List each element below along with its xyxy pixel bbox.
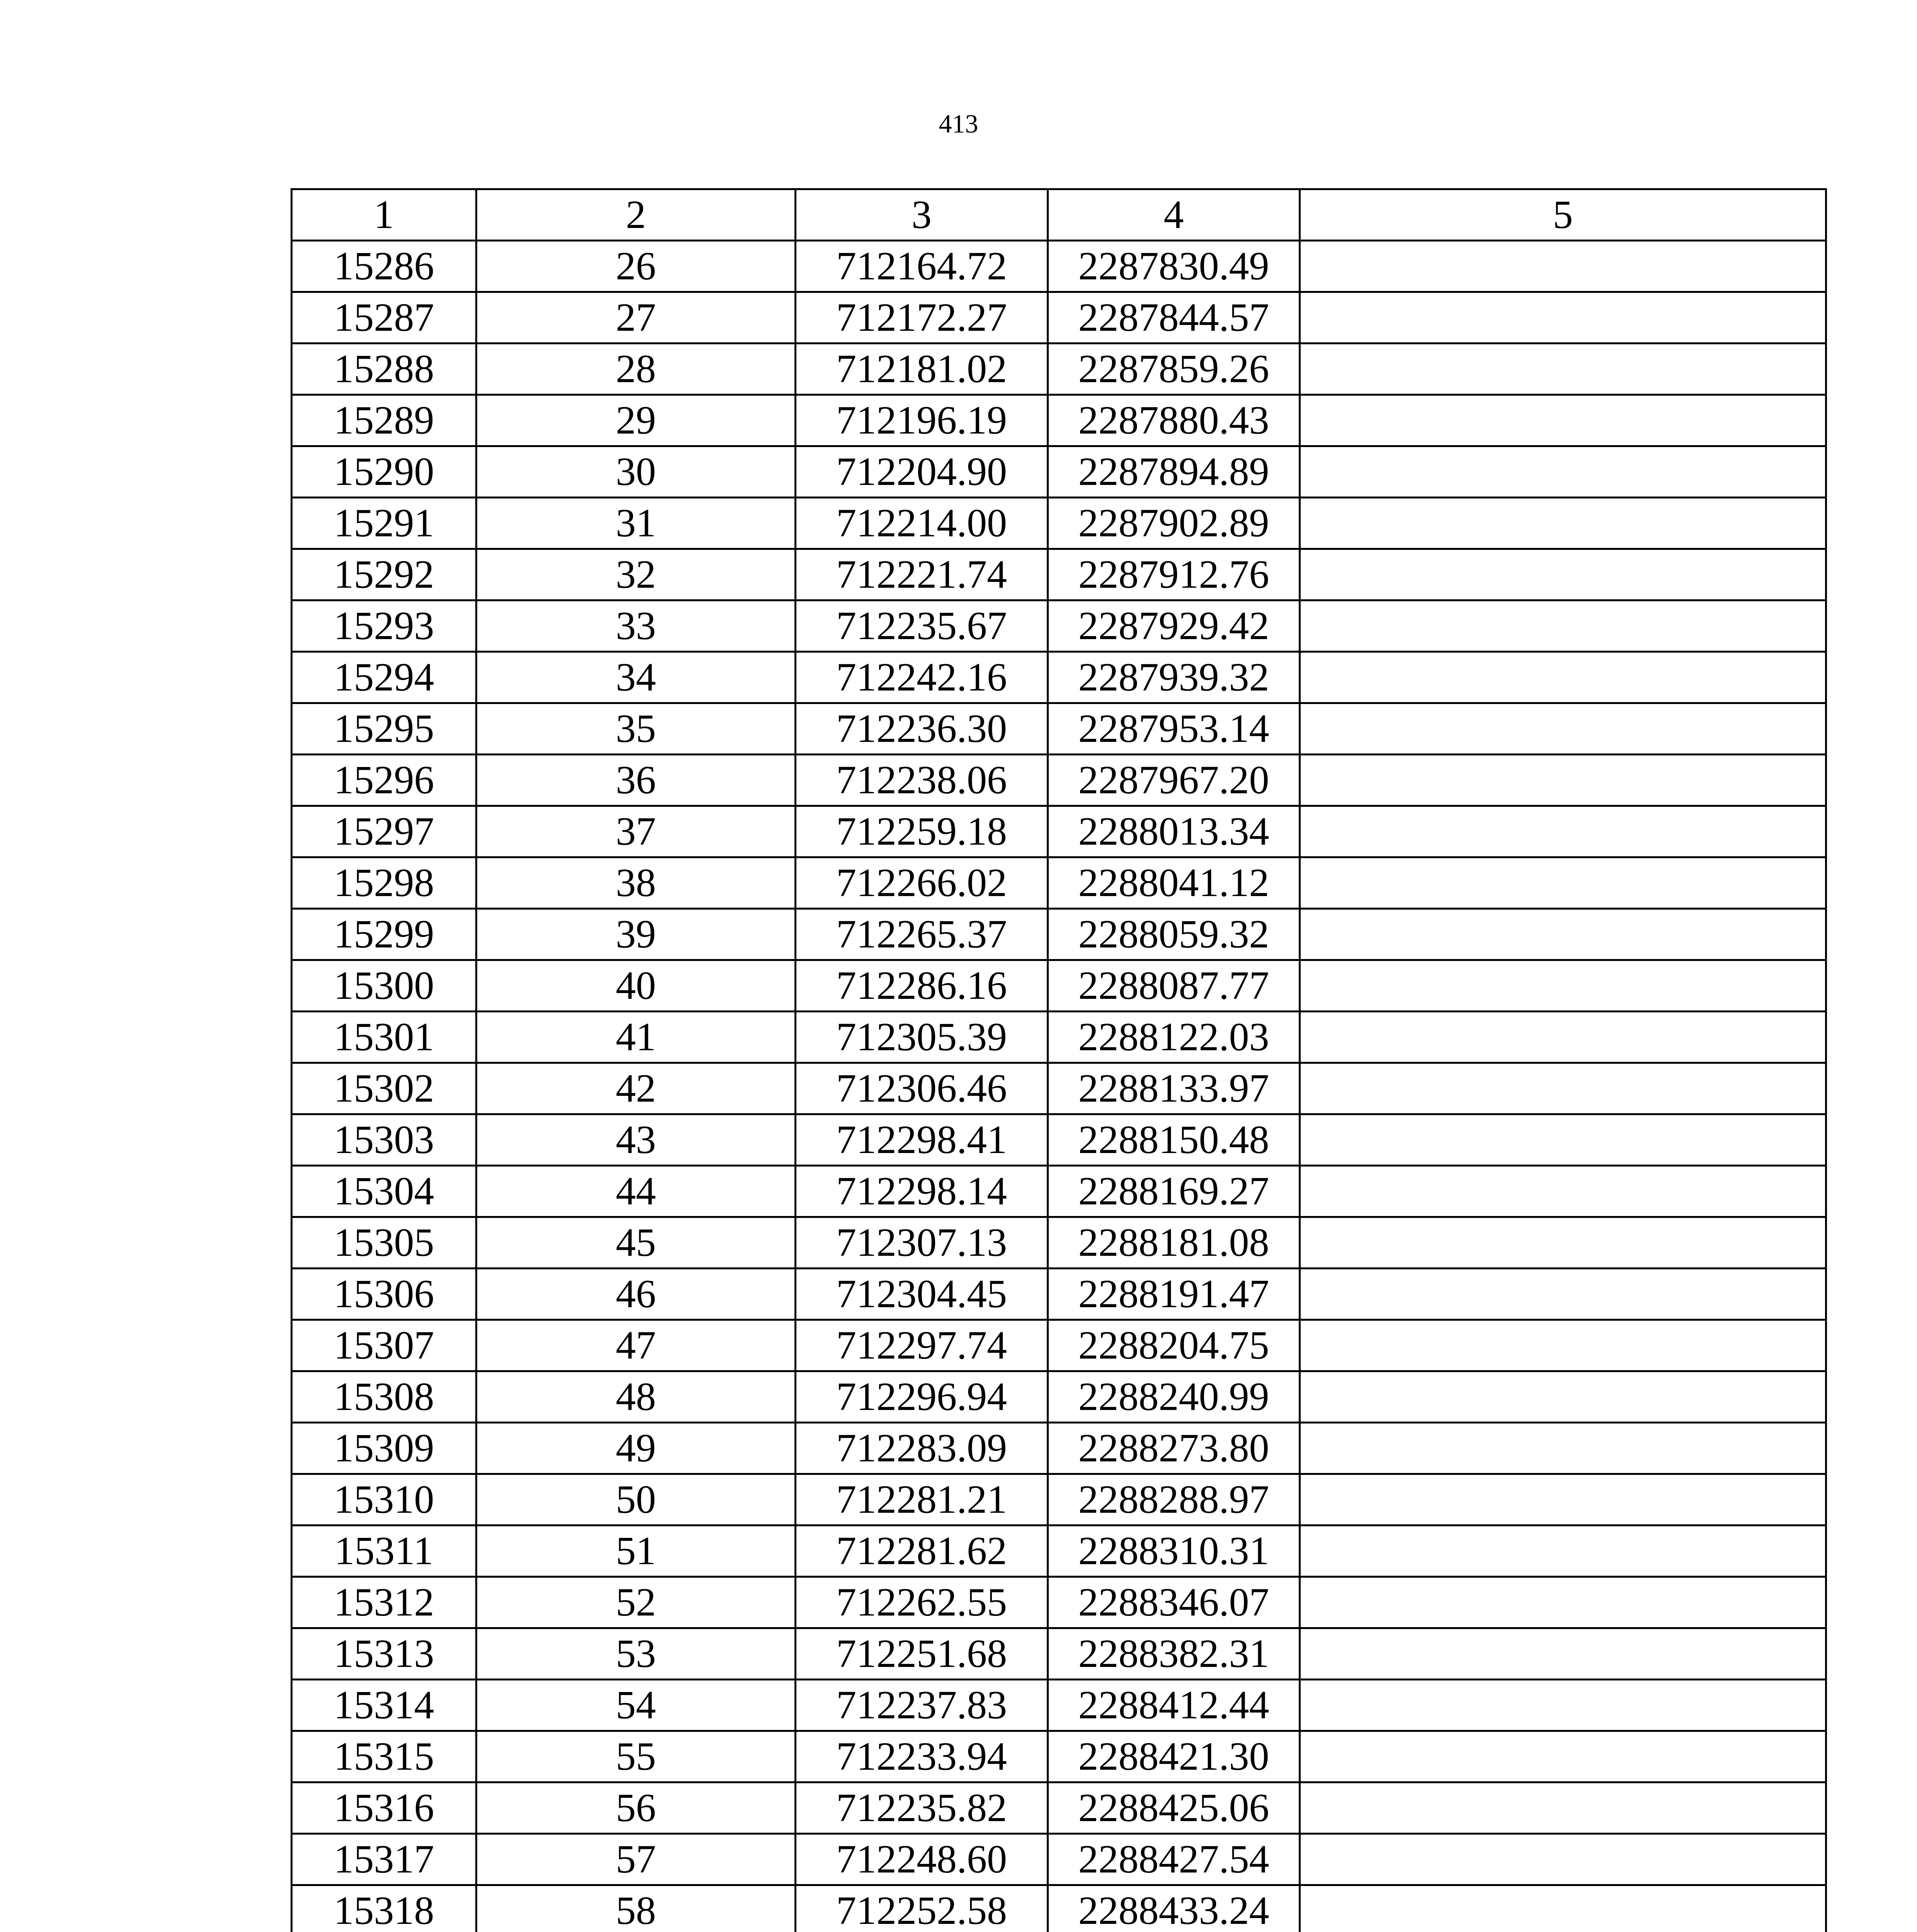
point-number-cell: 55: [476, 1731, 796, 1782]
note-cell: [1300, 1217, 1826, 1269]
note-cell: [1300, 1628, 1826, 1680]
column-header-3: 3: [796, 189, 1048, 241]
note-cell: [1300, 446, 1826, 498]
note-cell: [1300, 1114, 1826, 1166]
point-number-cell: 39: [476, 909, 796, 960]
y-coordinate-cell: 2287967.20: [1048, 755, 1300, 806]
point-number-cell: 36: [476, 755, 796, 806]
x-coordinate-cell: 712296.94: [796, 1371, 1048, 1423]
table-row: [292, 292, 1826, 344]
point-number-cell: 47: [476, 1320, 796, 1371]
y-coordinate-cell: 2288433.24: [1048, 1885, 1300, 1932]
x-coordinate-cell: 712306.46: [796, 1063, 1048, 1114]
note-cell: [1300, 806, 1826, 857]
note-cell: [1300, 344, 1826, 395]
note-cell: [1300, 1782, 1826, 1834]
note-cell: [1300, 600, 1826, 652]
x-coordinate-cell: 712242.16: [796, 652, 1048, 703]
note-cell: [1300, 755, 1826, 806]
column-header-5: 5: [1300, 189, 1826, 241]
point-id-cell: 15293: [292, 600, 476, 652]
point-number-cell: 33: [476, 600, 796, 652]
x-coordinate-cell: 712235.67: [796, 600, 1048, 652]
table-row: [292, 1166, 1826, 1217]
point-number-cell: 51: [476, 1526, 796, 1577]
x-coordinate-cell: 712259.18: [796, 806, 1048, 857]
x-coordinate-cell: 712307.13: [796, 1217, 1048, 1269]
y-coordinate-cell: 2287939.32: [1048, 652, 1300, 703]
x-coordinate-cell: 712251.68: [796, 1628, 1048, 1680]
y-coordinate-cell: 2287830.49: [1048, 241, 1300, 292]
x-coordinate-cell: 712221.74: [796, 549, 1048, 600]
y-coordinate-cell: 2288412.44: [1048, 1680, 1300, 1731]
table-row: [292, 806, 1826, 857]
point-id-cell: 15316: [292, 1782, 476, 1834]
point-number-cell: 38: [476, 857, 796, 909]
x-coordinate-cell: 712297.74: [796, 1320, 1048, 1371]
point-number-cell: 56: [476, 1782, 796, 1834]
table-row: [292, 1885, 1826, 1932]
point-id-cell: 15295: [292, 703, 476, 755]
y-coordinate-cell: 2288204.75: [1048, 1320, 1300, 1371]
point-id-cell: 15299: [292, 909, 476, 960]
note-cell: [1300, 1577, 1826, 1628]
point-number-cell: 54: [476, 1680, 796, 1731]
x-coordinate-cell: 712235.82: [796, 1782, 1048, 1834]
point-number-cell: 52: [476, 1577, 796, 1628]
table-row: [292, 1371, 1826, 1423]
y-coordinate-cell: 2288041.12: [1048, 857, 1300, 909]
table-row: [292, 1063, 1826, 1114]
note-cell: [1300, 703, 1826, 755]
point-id-cell: 15289: [292, 395, 476, 446]
y-coordinate-cell: 2288133.97: [1048, 1063, 1300, 1114]
table-row: [292, 755, 1826, 806]
column-header-2: 2: [476, 189, 796, 241]
point-number-cell: 30: [476, 446, 796, 498]
x-coordinate-cell: 712172.27: [796, 292, 1048, 344]
table-row: [292, 1269, 1826, 1320]
note-cell: [1300, 1834, 1826, 1885]
point-id-cell: 15317: [292, 1834, 476, 1885]
x-coordinate-cell: 712281.21: [796, 1474, 1048, 1526]
y-coordinate-cell: 2287902.89: [1048, 498, 1300, 549]
table-row: [292, 395, 1826, 446]
table-row: [292, 1423, 1826, 1474]
table-row: [292, 498, 1826, 549]
point-id-cell: 15304: [292, 1166, 476, 1217]
y-coordinate-cell: 2288150.48: [1048, 1114, 1300, 1166]
table-row: [292, 1526, 1826, 1577]
point-id-cell: 15311: [292, 1526, 476, 1577]
y-coordinate-cell: 2288425.06: [1048, 1782, 1300, 1834]
point-id-cell: 15305: [292, 1217, 476, 1269]
y-coordinate-cell: 2288013.34: [1048, 806, 1300, 857]
table-row: [292, 1474, 1826, 1526]
note-cell: [1300, 1166, 1826, 1217]
table-row: [292, 1012, 1826, 1063]
point-id-cell: 15312: [292, 1577, 476, 1628]
x-coordinate-cell: 712265.37: [796, 909, 1048, 960]
y-coordinate-cell: 2288122.03: [1048, 1012, 1300, 1063]
x-coordinate-cell: 712283.09: [796, 1423, 1048, 1474]
note-cell: [1300, 909, 1826, 960]
coordinates-table: [291, 188, 1827, 1932]
y-coordinate-cell: 2288181.08: [1048, 1217, 1300, 1269]
y-coordinate-cell: 2288191.47: [1048, 1269, 1300, 1320]
x-coordinate-cell: 712238.06: [796, 755, 1048, 806]
x-coordinate-cell: 712281.62: [796, 1526, 1048, 1577]
x-coordinate-cell: 712305.39: [796, 1012, 1048, 1063]
point-number-cell: 26: [476, 241, 796, 292]
point-number-cell: 28: [476, 344, 796, 395]
point-number-cell: 49: [476, 1423, 796, 1474]
y-coordinate-cell: 2288427.54: [1048, 1834, 1300, 1885]
point-number-cell: 35: [476, 703, 796, 755]
table-row: [292, 600, 1826, 652]
point-id-cell: 15302: [292, 1063, 476, 1114]
y-coordinate-cell: 2288240.99: [1048, 1371, 1300, 1423]
point-number-cell: 46: [476, 1269, 796, 1320]
table-row: [292, 1782, 1826, 1834]
y-coordinate-cell: 2287859.26: [1048, 344, 1300, 395]
note-cell: [1300, 498, 1826, 549]
point-number-cell: 27: [476, 292, 796, 344]
y-coordinate-cell: 2287844.57: [1048, 292, 1300, 344]
table-row: [292, 909, 1826, 960]
point-number-cell: 44: [476, 1166, 796, 1217]
note-cell: [1300, 241, 1826, 292]
point-number-cell: 58: [476, 1885, 796, 1932]
point-id-cell: 15315: [292, 1731, 476, 1782]
table-row: [292, 446, 1826, 498]
y-coordinate-cell: 2287912.76: [1048, 549, 1300, 600]
point-id-cell: 15314: [292, 1680, 476, 1731]
x-coordinate-cell: 712214.00: [796, 498, 1048, 549]
table-row: [292, 241, 1826, 292]
point-id-cell: 15287: [292, 292, 476, 344]
point-number-cell: 40: [476, 960, 796, 1012]
note-cell: [1300, 1371, 1826, 1423]
y-coordinate-cell: 2288382.31: [1048, 1628, 1300, 1680]
point-id-cell: 15296: [292, 755, 476, 806]
table-row: [292, 1114, 1826, 1166]
y-coordinate-cell: 2288310.31: [1048, 1526, 1300, 1577]
column-header-4: 4: [1048, 189, 1300, 241]
x-coordinate-cell: 712204.90: [796, 446, 1048, 498]
note-cell: [1300, 1474, 1826, 1526]
point-number-cell: 31: [476, 498, 796, 549]
y-coordinate-cell: 2288087.77: [1048, 960, 1300, 1012]
note-cell: [1300, 1885, 1826, 1932]
table-row: [292, 1577, 1826, 1628]
y-coordinate-cell: 2287929.42: [1048, 600, 1300, 652]
note-cell: [1300, 1012, 1826, 1063]
x-coordinate-cell: 712181.02: [796, 344, 1048, 395]
table-header-row: [292, 189, 1826, 241]
note-cell: [1300, 1063, 1826, 1114]
point-number-cell: 41: [476, 1012, 796, 1063]
point-number-cell: 34: [476, 652, 796, 703]
point-number-cell: 42: [476, 1063, 796, 1114]
table-row: [292, 1320, 1826, 1371]
table-row: [292, 652, 1826, 703]
x-coordinate-cell: 712236.30: [796, 703, 1048, 755]
table-row: [292, 549, 1826, 600]
table-row: [292, 703, 1826, 755]
point-id-cell: 15286: [292, 241, 476, 292]
x-coordinate-cell: 712164.72: [796, 241, 1048, 292]
note-cell: [1300, 1680, 1826, 1731]
note-cell: [1300, 1320, 1826, 1371]
point-id-cell: 15310: [292, 1474, 476, 1526]
y-coordinate-cell: 2288421.30: [1048, 1731, 1300, 1782]
point-number-cell: 48: [476, 1371, 796, 1423]
point-number-cell: 43: [476, 1114, 796, 1166]
table-row: [292, 1834, 1826, 1885]
page-number: 413: [939, 109, 978, 138]
note-cell: [1300, 549, 1826, 600]
y-coordinate-cell: 2288059.32: [1048, 909, 1300, 960]
table-row: [292, 857, 1826, 909]
point-id-cell: 15288: [292, 344, 476, 395]
point-id-cell: 15303: [292, 1114, 476, 1166]
y-coordinate-cell: 2288346.07: [1048, 1577, 1300, 1628]
x-coordinate-cell: 712286.16: [796, 960, 1048, 1012]
note-cell: [1300, 960, 1826, 1012]
x-coordinate-cell: 712298.14: [796, 1166, 1048, 1217]
point-id-cell: 15290: [292, 446, 476, 498]
note-cell: [1300, 1269, 1826, 1320]
point-id-cell: 15308: [292, 1371, 476, 1423]
y-coordinate-cell: 2288273.80: [1048, 1423, 1300, 1474]
y-coordinate-cell: 2287880.43: [1048, 395, 1300, 446]
point-id-cell: 15291: [292, 498, 476, 549]
x-coordinate-cell: 712266.02: [796, 857, 1048, 909]
table-body: [292, 241, 1826, 1932]
point-id-cell: 15307: [292, 1320, 476, 1371]
x-coordinate-cell: 712233.94: [796, 1731, 1048, 1782]
note-cell: [1300, 1423, 1826, 1474]
note-cell: [1300, 292, 1826, 344]
point-id-cell: 15292: [292, 549, 476, 600]
table-row: [292, 1628, 1826, 1680]
point-number-cell: 57: [476, 1834, 796, 1885]
y-coordinate-cell: 2287894.89: [1048, 446, 1300, 498]
y-coordinate-cell: 2288169.27: [1048, 1166, 1300, 1217]
point-id-cell: 15306: [292, 1269, 476, 1320]
point-number-cell: 53: [476, 1628, 796, 1680]
x-coordinate-cell: 712252.58: [796, 1885, 1048, 1932]
note-cell: [1300, 857, 1826, 909]
point-id-cell: 15294: [292, 652, 476, 703]
point-number-cell: 29: [476, 395, 796, 446]
note-cell: [1300, 395, 1826, 446]
note-cell: [1300, 1526, 1826, 1577]
point-id-cell: 15318: [292, 1885, 476, 1932]
point-number-cell: 50: [476, 1474, 796, 1526]
table-row: [292, 344, 1826, 395]
table-row: [292, 1731, 1826, 1782]
table-row: [292, 1680, 1826, 1731]
x-coordinate-cell: 712304.45: [796, 1269, 1048, 1320]
point-id-cell: 15313: [292, 1628, 476, 1680]
note-cell: [1300, 1731, 1826, 1782]
x-coordinate-cell: 712298.41: [796, 1114, 1048, 1166]
point-number-cell: 32: [476, 549, 796, 600]
point-number-cell: 45: [476, 1217, 796, 1269]
point-id-cell: 15300: [292, 960, 476, 1012]
x-coordinate-cell: 712237.83: [796, 1680, 1048, 1731]
table-row: [292, 960, 1826, 1012]
y-coordinate-cell: 2287953.14: [1048, 703, 1300, 755]
point-id-cell: 15309: [292, 1423, 476, 1474]
column-header-1: 1: [292, 189, 476, 241]
x-coordinate-cell: 712262.55: [796, 1577, 1048, 1628]
x-coordinate-cell: 712196.19: [796, 395, 1048, 446]
point-id-cell: 15298: [292, 857, 476, 909]
y-coordinate-cell: 2288288.97: [1048, 1474, 1300, 1526]
point-id-cell: 15297: [292, 806, 476, 857]
point-number-cell: 37: [476, 806, 796, 857]
table-row: [292, 1217, 1826, 1269]
point-id-cell: 15301: [292, 1012, 476, 1063]
x-coordinate-cell: 712248.60: [796, 1834, 1048, 1885]
note-cell: [1300, 652, 1826, 703]
